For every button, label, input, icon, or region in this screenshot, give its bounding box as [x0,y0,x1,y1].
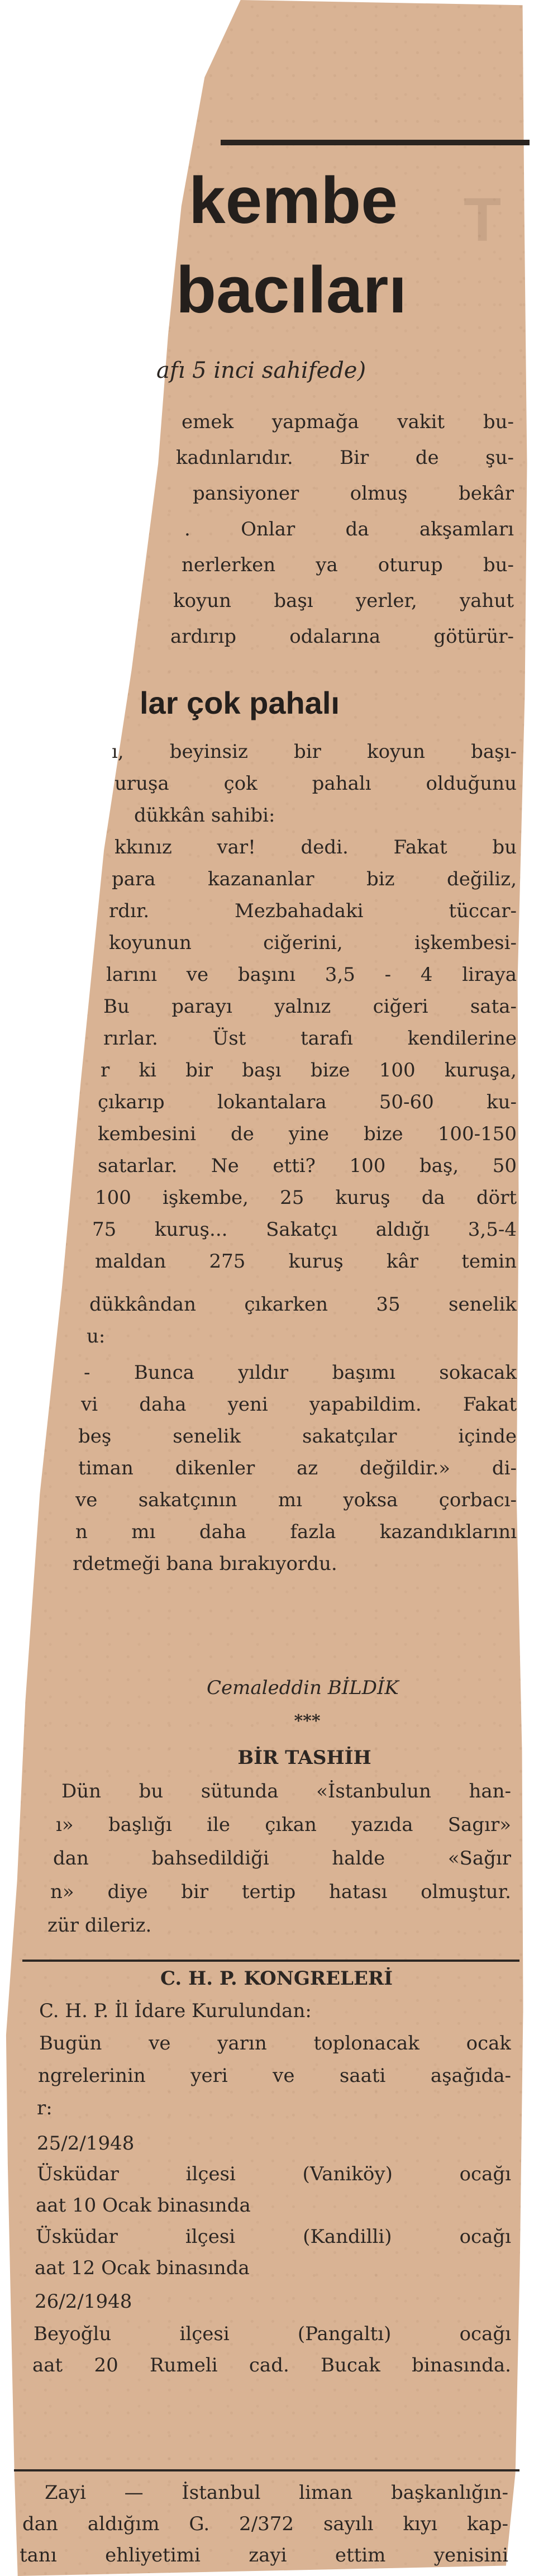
body-line-4: kkınız var! dedi. Fakat bu [115,836,517,858]
correction-line-5: zür dileriz. [47,1914,152,1937]
correction-line-4: n» diye bir tertip hatası olmuştur. [50,1881,511,1903]
body-line-23: timan dikenler az değildir.» di- [78,1457,517,1479]
notice-top-rule [14,2469,519,2471]
congress-top-rule [22,1960,519,1962]
congress-line-12: aat 20 Rumeli cad. Bucak binasında. [32,2354,511,2376]
body-line-8: larını ve başını 3,5 - 4 liraya [106,964,517,986]
author-byline: Cemaleddin BİLDİK [207,1677,399,1699]
body-line-14: satarlar. Ne etti? 100 baş, 50 [98,1155,517,1177]
intro-line-5: nerlerken ya oturup bu- [182,554,514,576]
headline-line-1: kembe [189,164,398,238]
body-line-2: uruşa çok pahalı olduğunu [115,772,517,795]
body-line-16: 75 kuruş... Sakatçı aldığı 3,5-4 [92,1218,517,1241]
congress-title: C. H. P. KONGRELERİ [160,1967,393,1990]
body-line-7: koyunun ciğerini, işkembesi- [109,932,517,954]
intro-line-2: kadınlarıdır. Bir de şu- [176,447,514,469]
correction-line-2: ı» başlığı ile çıkan yazıda Sagır» [56,1814,511,1836]
body-line-17: maldan 275 kuruş kâr temin [95,1250,517,1273]
congress-line-9: aat 12 Ocak binasında [35,2257,250,2279]
body-line-19: u: [87,1325,106,1348]
congress-line-4: r: [37,2097,53,2119]
body-line-20: - Bunca yıldır başımı sokacak [84,1361,517,1384]
bleed-through-text: T [464,186,502,254]
body-line-24: ve sakatçının mı yoksa çorbacı- [75,1489,517,1511]
notice-line-1: Zayi — İstanbul liman başkanlığın- [45,2482,508,2504]
intro-line-1: emek yapmağa vakit bu- [182,411,514,433]
congress-line-11: Beyoğlu ilçesi (Pangaltı) ocağı [34,2323,511,2345]
body-line-9: Bu parayı yalnız ciğeri sata- [103,995,517,1018]
body-line-11: r ki bir başı bize 100 kuruşa, [101,1059,517,1081]
body-line-25: n mı daha fazla kazandıklarını [75,1521,517,1543]
separator-stars: *** [294,1711,321,1731]
body-line-15: 100 işkembe, 25 kuruş da dört [95,1187,517,1209]
body-line-5: para kazananlar biz değiliz, [112,868,517,890]
correction-title: BİR TASHİH [237,1747,371,1769]
body-line-26: rdetmeği bana bırakıyordu. [73,1553,337,1575]
notice-line-2: dan aldığım G. 2/372 sayılı kıyı kap- [22,2513,508,2535]
congress-line-7: aat 10 Ocak binasında [36,2194,251,2217]
notice-line-3: tanı ehliyetimi zayi ettim yenisini [20,2544,508,2566]
body-line-10: rırlar. Üst tarafı kendilerine [103,1027,517,1050]
congress-line-5: 25/2/1948 [37,2132,135,2155]
body-line-6: rdır. Mezbahadaki tüccar- [109,900,517,922]
body-line-3: dükkân sahibi: [134,804,275,827]
body-line-12: çıkarıp lokantalara 50-60 ku- [98,1091,517,1113]
congress-line-3: ngrelerinin yeri ve saati aşağıda- [38,2065,511,2087]
body-line-13: kembesini de yine bize 100-150 [98,1123,517,1145]
congress-line-10: 26/2/1948 [35,2290,132,2313]
correction-line-3: dan bahsedildiği halde «Sağır [53,1847,511,1870]
intro-line-3: pansiyoner olmuş bekâr [193,482,514,505]
congress-line-8: Üsküdar ilçesi (Kandilli) ocağı [36,2226,511,2248]
intro-line-7: ardırıp odalarına götürür- [170,625,514,648]
continued-from-note: afı 5 inci sahifede) [156,358,366,383]
headline-line-2: bacıları [176,253,407,327]
congress-line-1: C. H. P. İl İdare Kurulundan: [39,2000,312,2022]
intro-line-4: . Onlar da akşamları [184,518,514,540]
body-line-1: ı, beyinsiz bir koyun başı- [112,741,517,763]
intro-line-6: koyun başı yerler, yahut [173,590,514,612]
body-line-21: vi daha yeni yapabildim. Fakat [81,1393,517,1416]
correction-line-1: Dün bu sütunda «İstanbulun han- [61,1780,511,1802]
congress-line-2: Bugün ve yarın toplonacak ocak [39,2032,511,2055]
congress-line-6: Üsküdar ilçesi (Vaniköy) ocağı [37,2163,511,2185]
top-rule [221,140,530,145]
body-line-22: beş senelik sakatçılar içinde [78,1425,517,1448]
section-subhead: lar çok pahalı [140,685,340,720]
body-line-18: dükkândan çıkarken 35 senelik [89,1293,517,1316]
